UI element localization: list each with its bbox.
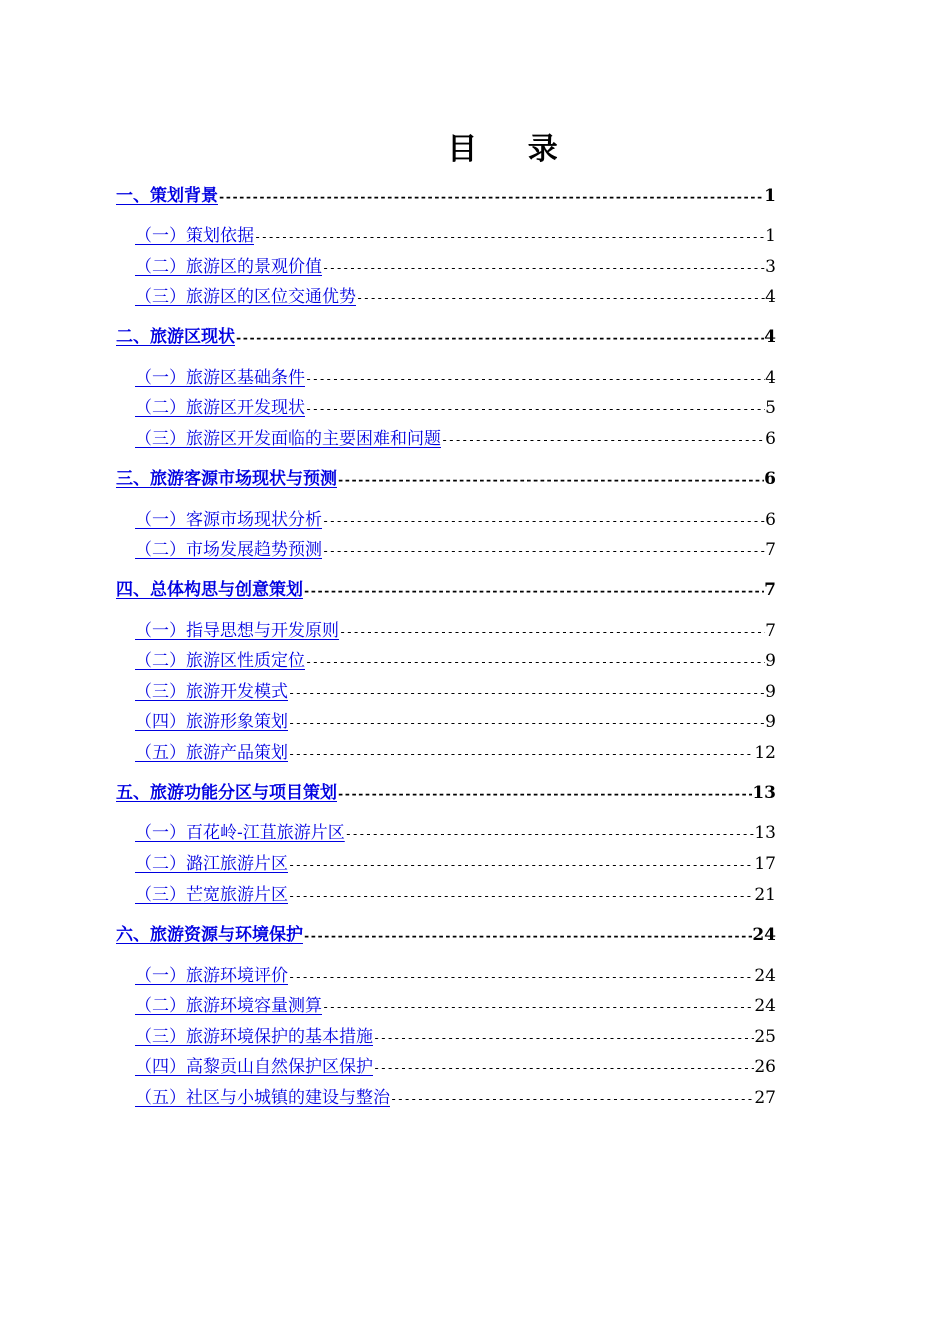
toc-leader-dashes <box>373 1025 754 1051</box>
toc-page-number: 6 <box>765 510 776 530</box>
toc-leader-dashes <box>390 1086 754 1112</box>
toc-entry-link[interactable]: （二）潞江旅游片区 <box>135 854 288 874</box>
toc-entry-link[interactable]: （三）芒宽旅游片区 <box>135 885 288 905</box>
toc-page-number: 7 <box>764 580 776 600</box>
toc-section-entry <box>135 254 776 280</box>
toc-page-number: 6 <box>765 429 776 449</box>
toc-page-number: 6 <box>764 469 776 489</box>
toc-leader-dashes <box>322 508 765 534</box>
toc-entry-link[interactable]: 一、策划背景 <box>116 186 218 206</box>
toc-entry-link[interactable]: （二）旅游区开发现状 <box>135 398 305 418</box>
toc-leader-dashes <box>373 1055 754 1081</box>
toc-entry-link[interactable]: （二）市场发展趋势预测 <box>135 540 322 560</box>
toc-page-number: 24 <box>752 925 776 945</box>
toc-page-number: 1 <box>765 226 776 246</box>
toc-leader-dashes <box>322 255 765 281</box>
toc-entry-link[interactable]: 三、旅游客源市场现状与预测 <box>116 469 337 489</box>
toc-entry-link[interactable]: （一）百花岭-江苴旅游片区 <box>135 823 345 843</box>
toc-page-number: 17 <box>754 854 776 874</box>
toc-leader-dashes <box>305 366 765 392</box>
toc-leader-dashes <box>345 821 755 847</box>
toc-leader-dashes <box>322 994 754 1020</box>
toc-section-entry <box>135 709 776 735</box>
toc-entry-link[interactable]: （二）旅游区的景观价值 <box>135 257 322 277</box>
toc-chapter-entry <box>116 466 776 492</box>
toc-page-number: 9 <box>765 651 776 671</box>
toc-section-entry <box>135 882 776 908</box>
toc-chapter-entry <box>116 780 776 806</box>
toc-chapter-entry <box>116 577 776 603</box>
page-title: 目 录 <box>447 132 578 167</box>
toc-page-number: 9 <box>765 712 776 732</box>
toc-chapter-entry <box>116 183 776 209</box>
toc-entry-link[interactable]: （五）社区与小城镇的建设与整治 <box>135 1088 390 1108</box>
toc-leader-dashes <box>218 184 764 210</box>
toc-entry-link[interactable]: （二）旅游区性质定位 <box>135 651 305 671</box>
toc-section-entry <box>135 1085 776 1111</box>
toc-page-number: 7 <box>765 540 776 560</box>
toc-section-entry <box>135 1054 776 1080</box>
toc-entry-link[interactable]: （三）旅游开发模式 <box>135 682 288 702</box>
toc-leader-dashes <box>305 649 765 675</box>
toc-entry-link[interactable]: （一）旅游区基础条件 <box>135 368 305 388</box>
toc-page-number: 25 <box>754 1027 776 1047</box>
toc-page-number: 26 <box>754 1057 776 1077</box>
toc-page-number: 21 <box>754 885 776 905</box>
toc-entry-link[interactable]: （三）旅游环境保护的基本措施 <box>135 1027 373 1047</box>
toc-section-entry <box>135 426 776 452</box>
toc-section-entry <box>135 740 776 766</box>
toc-leader-dashes <box>356 285 765 311</box>
toc-chapter-entry <box>116 324 776 350</box>
toc-page-number: 13 <box>752 783 776 803</box>
toc-section-entry <box>135 365 776 391</box>
toc-leader-dashes <box>303 923 752 949</box>
toc-section-entry <box>135 618 776 644</box>
toc-leader-dashes <box>441 427 765 453</box>
toc-entry-link[interactable]: （三）旅游区的区位交通优势 <box>135 287 356 307</box>
toc-page-number: 24 <box>754 996 776 1016</box>
toc-section-entry <box>135 1024 776 1050</box>
toc-page-number: 9 <box>765 682 776 702</box>
toc-entry-link[interactable]: 六、旅游资源与环境保护 <box>116 925 303 945</box>
toc-entry-link[interactable]: （四）高黎贡山自然保护区保护 <box>135 1057 373 1077</box>
toc-entry-link[interactable]: 二、旅游区现状 <box>116 327 235 347</box>
toc-page-number: 4 <box>765 368 776 388</box>
toc-leader-dashes <box>339 619 765 645</box>
toc-page-number: 27 <box>754 1088 776 1108</box>
toc-leader-dashes <box>235 325 764 351</box>
toc-section-entry <box>135 993 776 1019</box>
toc-page-number: 3 <box>765 257 776 277</box>
toc-page-number: 5 <box>765 398 776 418</box>
toc-leader-dashes <box>305 396 765 422</box>
toc-page-number: 12 <box>754 743 776 763</box>
toc-section-entry <box>135 679 776 705</box>
toc-leader-dashes <box>337 467 764 493</box>
toc-entry-link[interactable]: （五）旅游产品策划 <box>135 743 288 763</box>
toc-page-number: 4 <box>765 287 776 307</box>
toc-entry-link[interactable]: 四、总体构思与创意策划 <box>116 580 303 600</box>
toc-entry-link[interactable]: （一）客源市场现状分析 <box>135 510 322 530</box>
toc-chapter-entry <box>116 922 776 948</box>
toc-page-number: 1 <box>764 186 776 206</box>
toc-section-entry <box>135 537 776 563</box>
toc-entry-link[interactable]: （一）指导思想与开发原则 <box>135 621 339 641</box>
toc-page-number: 24 <box>754 966 776 986</box>
toc-leader-dashes <box>337 781 752 807</box>
toc-section-entry <box>135 284 776 310</box>
toc-leader-dashes <box>322 538 765 564</box>
toc-leader-dashes <box>288 964 754 990</box>
toc-section-entry <box>135 395 776 421</box>
toc-leader-dashes <box>288 852 754 878</box>
toc-section-entry <box>135 223 776 249</box>
toc-section-entry <box>135 648 776 674</box>
toc-page-number: 13 <box>754 823 776 843</box>
toc-entry-link[interactable]: （四）旅游形象策划 <box>135 712 288 732</box>
toc-entry-link[interactable]: 五、旅游功能分区与项目策划 <box>116 783 337 803</box>
toc-section-entry <box>135 963 776 989</box>
toc-leader-dashes <box>288 883 754 909</box>
toc-entry-link[interactable]: （三）旅游区开发面临的主要困难和问题 <box>135 429 441 449</box>
toc-leader-dashes <box>288 741 754 767</box>
toc-entry-link[interactable]: （一）旅游环境评价 <box>135 966 288 986</box>
toc-section-entry <box>135 851 776 877</box>
toc-leader-dashes <box>288 710 765 736</box>
toc-entry-link[interactable]: （一）策划依据 <box>135 226 254 246</box>
toc-page-number: 4 <box>764 327 776 347</box>
toc-section-entry <box>135 507 776 533</box>
toc-leader-dashes <box>303 578 764 604</box>
toc-leader-dashes <box>254 224 765 250</box>
toc-section-entry <box>135 820 776 846</box>
toc-entry-link[interactable]: （二）旅游环境容量测算 <box>135 996 322 1016</box>
toc-page-number: 7 <box>765 621 776 641</box>
toc-leader-dashes <box>288 680 765 706</box>
